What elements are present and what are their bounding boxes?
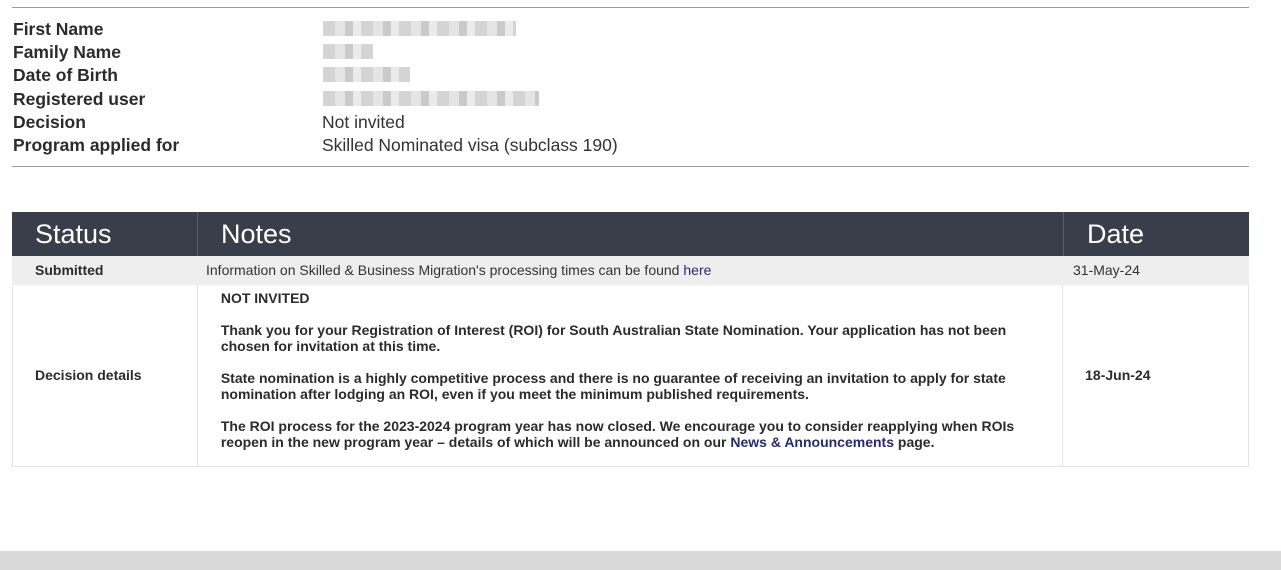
header-date: Date xyxy=(1087,219,1145,249)
family-name-redacted-value xyxy=(323,44,373,59)
family-name-label: Family Name xyxy=(13,42,121,63)
dob-row xyxy=(13,63,1013,86)
status-table xyxy=(12,212,1249,467)
row-date-cell xyxy=(1063,285,1248,466)
notes-paragraph-3-text: The ROI process for the 2023-2024 program year has now closed. We encourage you to consider reapplying when ROIs reopen in the new program year – details of which will be announced on our xyxy=(220,417,1015,450)
header-status: Status xyxy=(12,212,198,256)
row-notes xyxy=(198,285,1063,466)
bottom-divider xyxy=(12,166,1249,167)
notes-paragraph-3-end: page. xyxy=(894,434,935,450)
row-date: 18-Jun-24 xyxy=(1085,367,1151,383)
program-label: Program applied for xyxy=(13,134,180,155)
first-name-redacted-value xyxy=(323,21,516,36)
program-row xyxy=(13,133,1013,156)
table-row xyxy=(12,285,1249,467)
table-row xyxy=(12,256,1249,285)
first-name-row xyxy=(13,17,1013,40)
top-divider xyxy=(12,7,1249,8)
row-status: Decision details xyxy=(35,367,142,383)
decision-value: Not invited xyxy=(322,111,405,132)
notes-heading: NOT INVITED xyxy=(220,290,310,306)
notes-text: Information on Skilled & Business Migration's processing times can be found xyxy=(206,262,684,278)
row-notes xyxy=(198,256,1064,285)
registered-user-redacted-value xyxy=(323,91,539,106)
row-status: Submitted xyxy=(35,262,104,278)
row-status-cell xyxy=(13,285,198,466)
table-header xyxy=(12,212,1249,256)
page-footer-bar xyxy=(0,551,1281,570)
registered-user-row xyxy=(13,87,1013,110)
dob-redacted-value xyxy=(323,67,410,82)
family-name-row xyxy=(13,40,1013,63)
applicant-info xyxy=(13,17,1013,156)
registered-user-label: Registered user xyxy=(13,88,146,109)
notes-paragraph-3 xyxy=(221,418,1042,451)
program-value: Skilled Nominated visa (subclass 190) xyxy=(322,134,618,155)
first-name-label: First Name xyxy=(13,19,104,39)
dob-label: Date of Birth xyxy=(13,65,118,86)
row-date: 31-May-24 xyxy=(1073,262,1140,278)
decision-label: Decision xyxy=(13,111,86,132)
processing-times-link[interactable]: here xyxy=(683,262,712,278)
header-notes: Notes xyxy=(198,212,1064,256)
decision-row xyxy=(13,110,1013,133)
news-announcements-link[interactable]: News & Announcements xyxy=(730,434,894,450)
notes-paragraph-1: Thank you for your Registration of Interest (ROI) for South Australian State Nomination. Your application has not been chosen for invitation at this time. xyxy=(220,321,1007,354)
notes-paragraph-2: State nomination is a highly competitive process and there is no guarantee of receiving an invitation to apply for state nomination after lodging an ROI, even if you meet the minimum published requirements. xyxy=(220,369,1006,402)
